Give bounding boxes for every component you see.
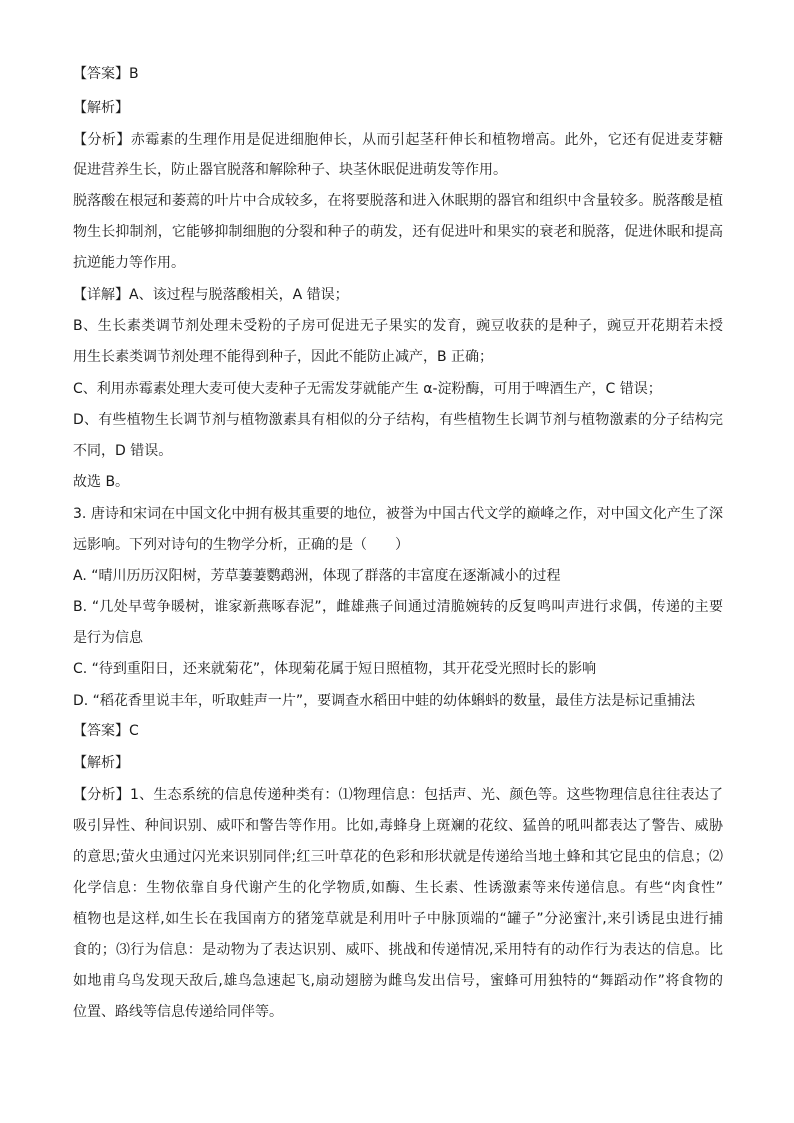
analysis-3-text-line: 【分析】1、生态系统的信息传递种类有：⑴物理信息：包括声、光、颜色等。这些物理信息往往表达了	[73, 787, 723, 803]
choice-conclusion: 故选 B。	[73, 474, 130, 490]
detail-text-line: C、利用赤霉素处理大麦可使大麦种子无需发芽就能产生 α-淀粉酶，可用于啤酒生产，C 错误；	[73, 381, 662, 397]
option-d: D. “稻花香里说丰年，听取蛙声一片”，要调查水稻田中蛙的幼体蝌蚪的数量，最佳方法是标记重捕法	[73, 693, 696, 709]
detail-text-line: 【详解】A、该过程与脱落酸相关，A 错误；	[73, 287, 349, 303]
analysis-text-line: 脱落酸在根冠和萎蔫的叶片中合成较多，在将要脱落和进入休眠期的器官和组织中含量较多。脱落酸是植	[73, 193, 723, 209]
option-a: A. “晴川历历汉阳树，芳草萋萋鹦鹉洲，体现了群落的丰富度在逐渐减小的过程	[73, 568, 561, 584]
option-b-continued: 是行为信息	[73, 630, 143, 646]
analysis-label-1: 【解析】	[73, 100, 129, 116]
option-c: C. “待到重阳日，还来就菊花”，体现菊花属于短日照植物，其开花受光照时长的影响	[73, 661, 597, 677]
analysis-3-text-line: 植物也是这样,如生长在我国南方的猪笼草就是利用叶子中脉顶端的“罐子”分泌蜜汁,来引诱昆虫进行捕	[73, 911, 723, 927]
answer-label-3: 【答案】C	[73, 723, 139, 739]
question-3-stem: 远影响。下列对诗句的生物学分析，正确的是（ ）	[73, 537, 409, 553]
detail-text-line: B、生长素类调节剂处理未受粉的子房可促进无子果实的发育，豌豆收获的是种子，豌豆开花期若未授	[73, 318, 723, 334]
analysis-text-line: 抗逆能力等作用。	[73, 255, 185, 271]
analysis-3-text-line: 食的；⑶行为信息：是动物为了表达识别、威吓、挑战和传递情况,采用特有的动作行为表达的信息。比	[73, 942, 723, 958]
analysis-text-line: 【分析】赤霉素的生理作用是促进细胞伸长，从而引起茎秆伸长和植物增高。此外，它还有促进麦芽糖	[73, 132, 723, 148]
detail-text-line: 用生长素类调节剂处理不能得到种子，因此不能防止减产，B 正确；	[73, 349, 494, 365]
analysis-3-text-line: 吸引异性、种间识别、威吓和警告等作用。比如,毒蜂身上斑斓的花纹、猛兽的吼叫都表达了警告、威胁	[73, 818, 723, 834]
answer-label-1: 【答案】B	[73, 66, 139, 82]
analysis-3-text-line: 位置、路线等信息传递给同伴等。	[73, 1004, 283, 1020]
analysis-text-line: 促进营养生长，防止器官脱落和解除种子、块茎休眠促进萌发等作用。	[73, 162, 507, 178]
option-b: B. “几处早莺争暖树，谁家新燕啄春泥”，雌雄燕子间通过清脆婉转的反复鸣叫声进行求偶，传递的主要	[73, 599, 723, 615]
analysis-3-text-line: 如地甫乌鸟发现天敌后,雄鸟急速起飞,扇动翅膀为雌鸟发出信号，蜜蜂可用独特的“舞蹈动作”将食物的	[73, 973, 723, 989]
analysis-3-text-line: 化学信息：生物依靠自身代谢产生的化学物质,如酶、生长素、性诱激素等来传递信息。有些“肉食性”	[73, 880, 723, 896]
question-3-stem: 3. 唐诗和宋词在中国文化中拥有极其重要的地位，被誉为中国古代文学的巅峰之作，对中国文化产生了深	[73, 506, 723, 522]
analysis-text-line: 物生长抑制剂，它能够抑制细胞的分裂和种子的萌发，还有促进叶和果实的衰老和脱落，促进休眠和提高	[73, 224, 723, 240]
detail-text-line: D、有些植物生长调节剂与植物激素具有相似的分子结构，有些植物生长调节剂与植物激素的分子结构完	[73, 412, 723, 428]
detail-text-line: 不同，D 错误。	[73, 443, 173, 459]
analysis-3-text-line: 的意思;萤火虫通过闪光来识别同伴;红三叶草花的色彩和形状就是传递给当地土蜂和其它昆虫的信息；⑵	[73, 849, 723, 865]
analysis-label-3: 【解析】	[73, 755, 129, 771]
